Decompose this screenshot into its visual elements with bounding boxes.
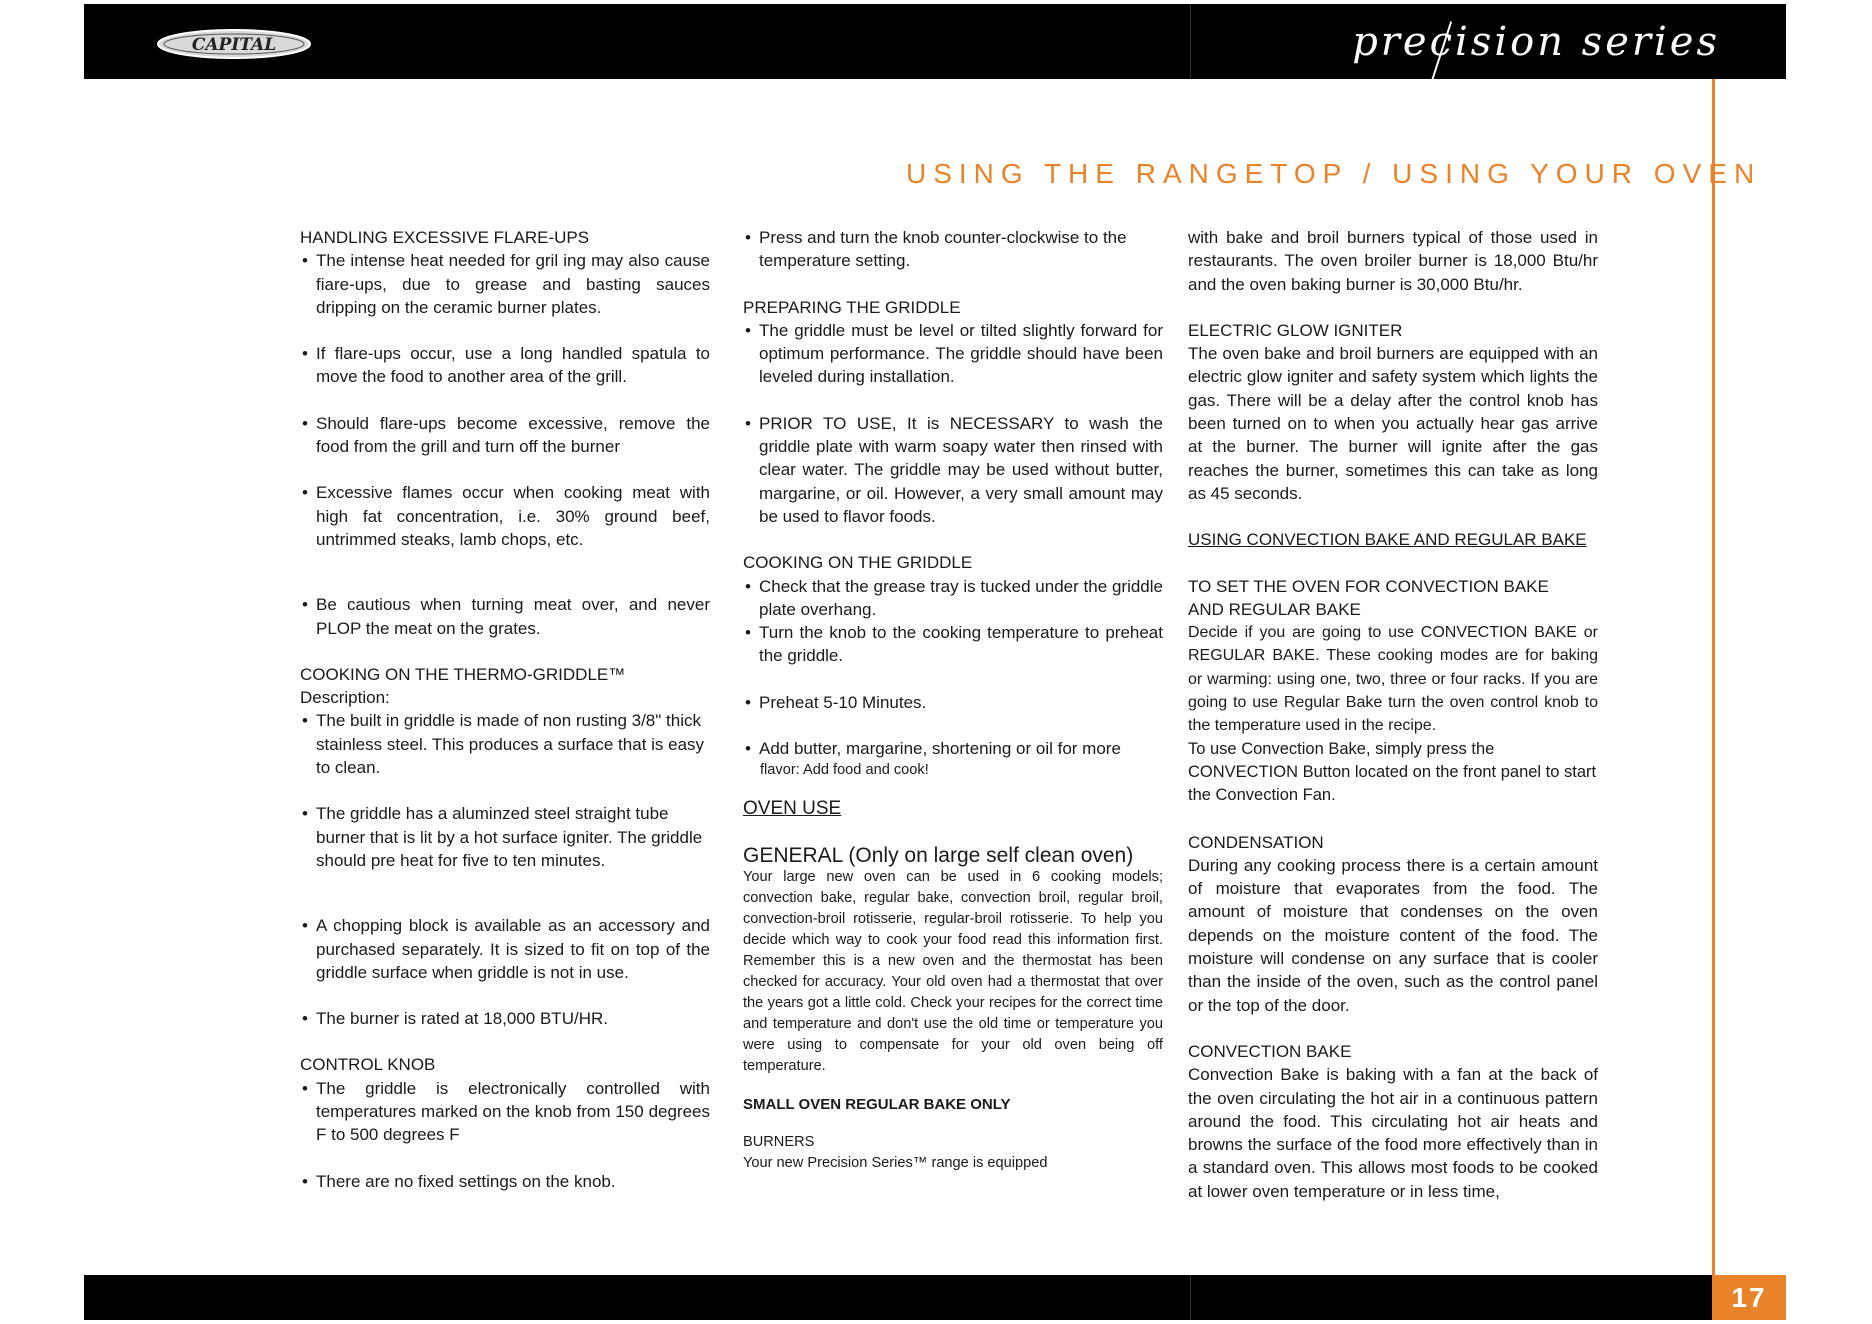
footer-bar: [84, 1275, 1786, 1320]
list-item: • There are no fixed settings on the knob.: [300, 1170, 710, 1193]
heading-burners: BURNERS: [743, 1134, 815, 1151]
heading-cooking-griddle: COOKING ON THE GRIDDLE: [743, 553, 973, 573]
page-number: 17: [1712, 1275, 1786, 1320]
list-item: • The griddle must be level or tilted slightly forward for optimum performance. The griddle should have been leveled during installation.: [743, 319, 1163, 389]
list-item: • PRIOR TO USE, It is NECESSARY to wash the griddle plate with warm soapy water then rinsed with clear water. The griddle may be used without butter, margarine, or oil. However, a very small amount may be used to flavor foods.: [743, 412, 1163, 528]
list-item: • If flare-ups occur, use a long handled spatula to move the food to another area of the grill.: [300, 342, 710, 389]
heading-thermo-griddle: COOKING ON THE THERMO-GRIDDLE™: [300, 664, 626, 684]
heading-set-oven-2: AND REGULAR BAKE: [1188, 599, 1361, 619]
capital-logo: [156, 28, 312, 60]
heading-convection-bake: CONVECTION BAKE: [1188, 1041, 1352, 1061]
list-item: • Excessive flames occur when cooking meat with high fat concentration, i.e. 30% ground beef, untrimmed steaks, lamb chops, etc.: [300, 481, 710, 551]
heading-general: GENERAL (Only on large self clean oven): [743, 843, 1134, 867]
list-item: • The griddle has a aluminzed steel straight tube burner that is lit by a hot surface igniter. The griddle should pre heat for five to ten minutes.: [300, 802, 710, 872]
paragraph: During any cooking process there is a certain amount of moisture that evaporates from the food. The amount of moisture that condenses on the oven depends on the moisture content of the food. The moisture will condense on any surface that is cooler than the inside of the oven, such as the control panel or the top of the door.: [1188, 855, 1598, 1015]
list-item: • Turn the knob to the cooking temperature to preheat the griddle.: [743, 621, 1163, 668]
section-title: USING THE RANGETOP / USING YOUR OVEN: [906, 158, 1762, 189]
list-item: • Press and turn the knob counter-clockwise to the temperature setting.: [743, 226, 1163, 273]
list-item-continued: flavor: Add food and cook!: [760, 762, 929, 779]
paragraph: Convection Bake is baking with a fan at the back of the oven circulating the hot air in a continuous pattern around the food. This circulating hot air heats and browns the surface of the food more effectively than in a standard oven. This allows most foods to be cooked at lower oven temperature or in less time,: [1188, 1065, 1598, 1201]
heading-oven-use: OVEN USE: [743, 798, 842, 820]
right-accent-rule: [1712, 79, 1715, 1275]
heading-convection-regular: USING CONVECTION BAKE AND REGULAR BAKE: [1188, 530, 1587, 550]
heading-glow-igniter: ELECTRIC GLOW IGNITER: [1188, 320, 1403, 340]
heading-small-oven: SMALL OVEN REGULAR BAKE ONLY: [743, 1095, 1011, 1113]
heading-control-knob: CONTROL KNOB: [300, 1055, 436, 1075]
header-divider: [1190, 4, 1191, 79]
list-item: • A chopping block is available as an accessory and purchased separately. It is sized to fit on top of the griddle surface when griddle is not in use.: [300, 914, 710, 984]
heading-flare-ups: HANDLING EXCESSIVE FLARE-UPS: [300, 228, 590, 247]
list-item: • Should flare-ups become excessive, remove the food from the grill and turn off the burner: [300, 412, 710, 459]
footer-divider: [1190, 1275, 1191, 1320]
list-item: • Add butter, margarine, shortening or oil for more: [743, 737, 1163, 760]
list-item: • Be cautious when turning meat over, and never PLOP the meat on the grates.: [300, 593, 710, 640]
column-1: [300, 226, 710, 1193]
column-3: [1188, 226, 1598, 1203]
list-item: • The intense heat needed for gril ing may also cause fiare-ups, due to grease and basting sauces dripping on the ceramic burner plates.: [300, 249, 710, 319]
paragraph: with bake and broil burners typical of those used in restaurants. The oven broiler burner is 18,000 Btu/hr and the oven baking burner is 30,000 Btu/hr.: [1188, 228, 1598, 294]
paragraph: The oven bake and broil burners are equipped with an electric glow igniter and safety system which lights the gas. There will be a delay after the control knob has been turned on to when you actually hear gas arrive at the burner. The burner will ignite after the gas reaches the burner, sometimes this can take as long as 45 seconds.: [1188, 344, 1598, 503]
paragraph: Decide if you are going to use CONVECTION BAKE or REGULAR BAKE. These cooking modes are for baking or warming: using one, two, three or four racks. If you are going to use Regular Bake turn the oven control knob to the temperature used in the recipe.: [1188, 624, 1598, 735]
heading-set-oven: TO SET THE OVEN FOR CONVECTION BAKE: [1188, 576, 1549, 596]
general-paragraph: Your large new oven can be used in 6 cooking models; convection bake, regular bake, convection broil, regular broil, convection-broil rotisserie, regular-broil rotisserie. To help you decide which way to cook your food read this information first. Remember this is a new oven and the thermostat has been checked for accuracy. Your old oven had a thermostat that over the years got a little cold. Check your recipes for the correct time and temperature and don't use the old time or temperature you were using to compensate for your old oven being off temperature.: [743, 868, 1163, 1074]
list-item: • Preheat 5-10 Minutes.: [743, 691, 1163, 714]
list-item: • The burner is rated at 18,000 BTU/HR.: [300, 1007, 710, 1030]
heading-description: Description:: [300, 688, 390, 708]
heading-condensation: CONDENSATION: [1188, 832, 1324, 852]
logo-text: CAPITAL: [191, 35, 277, 55]
paragraph: To use Convection Bake, simply press the CONVECTION Button located on the front panel to start the Convection Fan.: [1188, 739, 1597, 805]
logo-badge-icon: [156, 28, 312, 60]
burners-paragraph: Your new Precision Series™ range is equipped: [743, 1155, 1048, 1172]
list-item: • The built in griddle is made of non rusting 3/8" thick stainless steel. This produces a surface that is easy to clean.: [300, 709, 710, 779]
column-2: [743, 226, 1163, 1174]
heading-preparing-griddle: PREPARING THE GRIDDLE: [743, 297, 961, 317]
list-item: • The griddle is electronically controlled with temperatures marked on the knob from 150 degrees F to 500 degrees F: [300, 1077, 710, 1147]
precision-series-wordmark: precision series: [1352, 19, 1720, 65]
list-item: • Check that the grease tray is tucked under the griddle plate overhang.: [743, 575, 1163, 622]
